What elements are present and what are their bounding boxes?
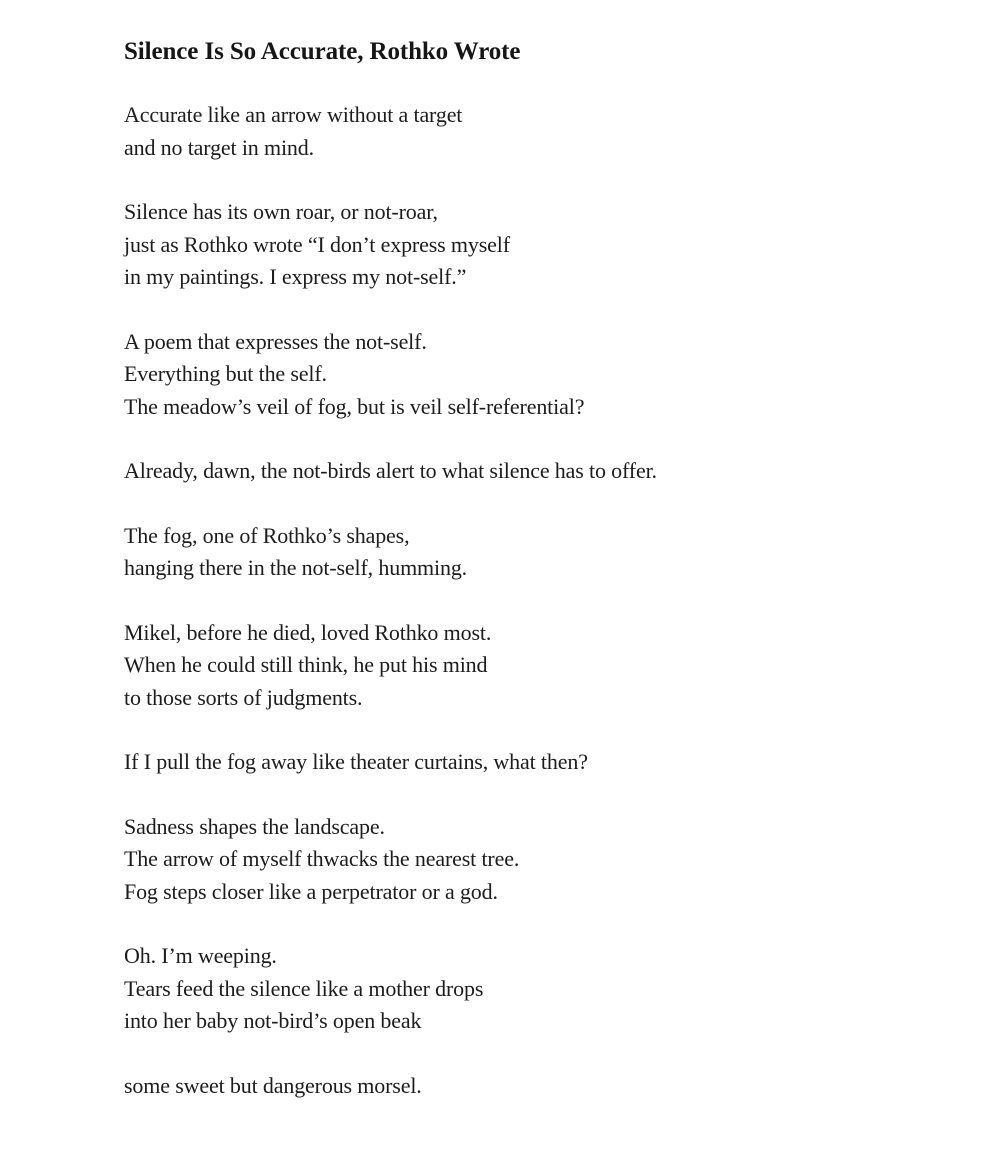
poem-line: just as Rothko wrote “I don’t express myself (124, 231, 510, 257)
poem-line: Fog steps closer like a perpetrator or a god. (124, 878, 498, 904)
poem-line: The meadow’s veil of fog, but is veil self-referential? (124, 393, 585, 419)
stanza (124, 455, 944, 488)
poem-line: Accurate like an arrow without a target (124, 102, 463, 127)
poem-line: If I pull the fog away like theater curtains, what then? (124, 749, 588, 774)
poem-line: Mikel, before he died, loved Rothko most. (124, 619, 492, 645)
poem-line: and no target in mind. (124, 134, 314, 160)
poem-line: Tears feed the silence like a mother drops (124, 975, 484, 1001)
stanza (124, 746, 944, 779)
poem-line: into her baby not-bird’s open beak (124, 1008, 422, 1033)
poem-line: Oh. I’m weeping. (124, 943, 277, 968)
poem (124, 34, 944, 1134)
stanza (124, 99, 944, 164)
poem-line: hanging there in the not-self, humming. (124, 555, 468, 580)
poem-line: The fog, one of Rothko’s shapes, (124, 522, 410, 548)
poem-line: some sweet but dangerous morsel. (124, 1072, 422, 1098)
stanza (124, 1070, 944, 1103)
stanza (124, 196, 944, 294)
poem-line: in my paintings. I express my not-self.” (124, 264, 467, 289)
poem-line: Everything but the self. (124, 361, 327, 386)
poem-line: When he could still think, he put his mind (124, 652, 488, 677)
poem-line: A poem that expresses the not-self. (124, 328, 427, 354)
stanza (124, 617, 944, 715)
poem-title: Silence Is So Accurate, Rothko Wrote (124, 38, 521, 65)
poem-line: to those sorts of judgments. (124, 684, 363, 710)
stanza (124, 520, 944, 585)
poem-line: Sadness shapes the landscape. (124, 813, 385, 839)
stanza (124, 326, 944, 424)
poem-line: Already, dawn, the not-birds alert to what silence has to offer. (124, 458, 657, 483)
poem-line: The arrow of myself thwacks the nearest tree. (124, 846, 520, 871)
stanza (124, 940, 944, 1038)
poem-line: Silence has its own roar, or not-roar, (124, 199, 438, 224)
stanza (124, 811, 944, 909)
